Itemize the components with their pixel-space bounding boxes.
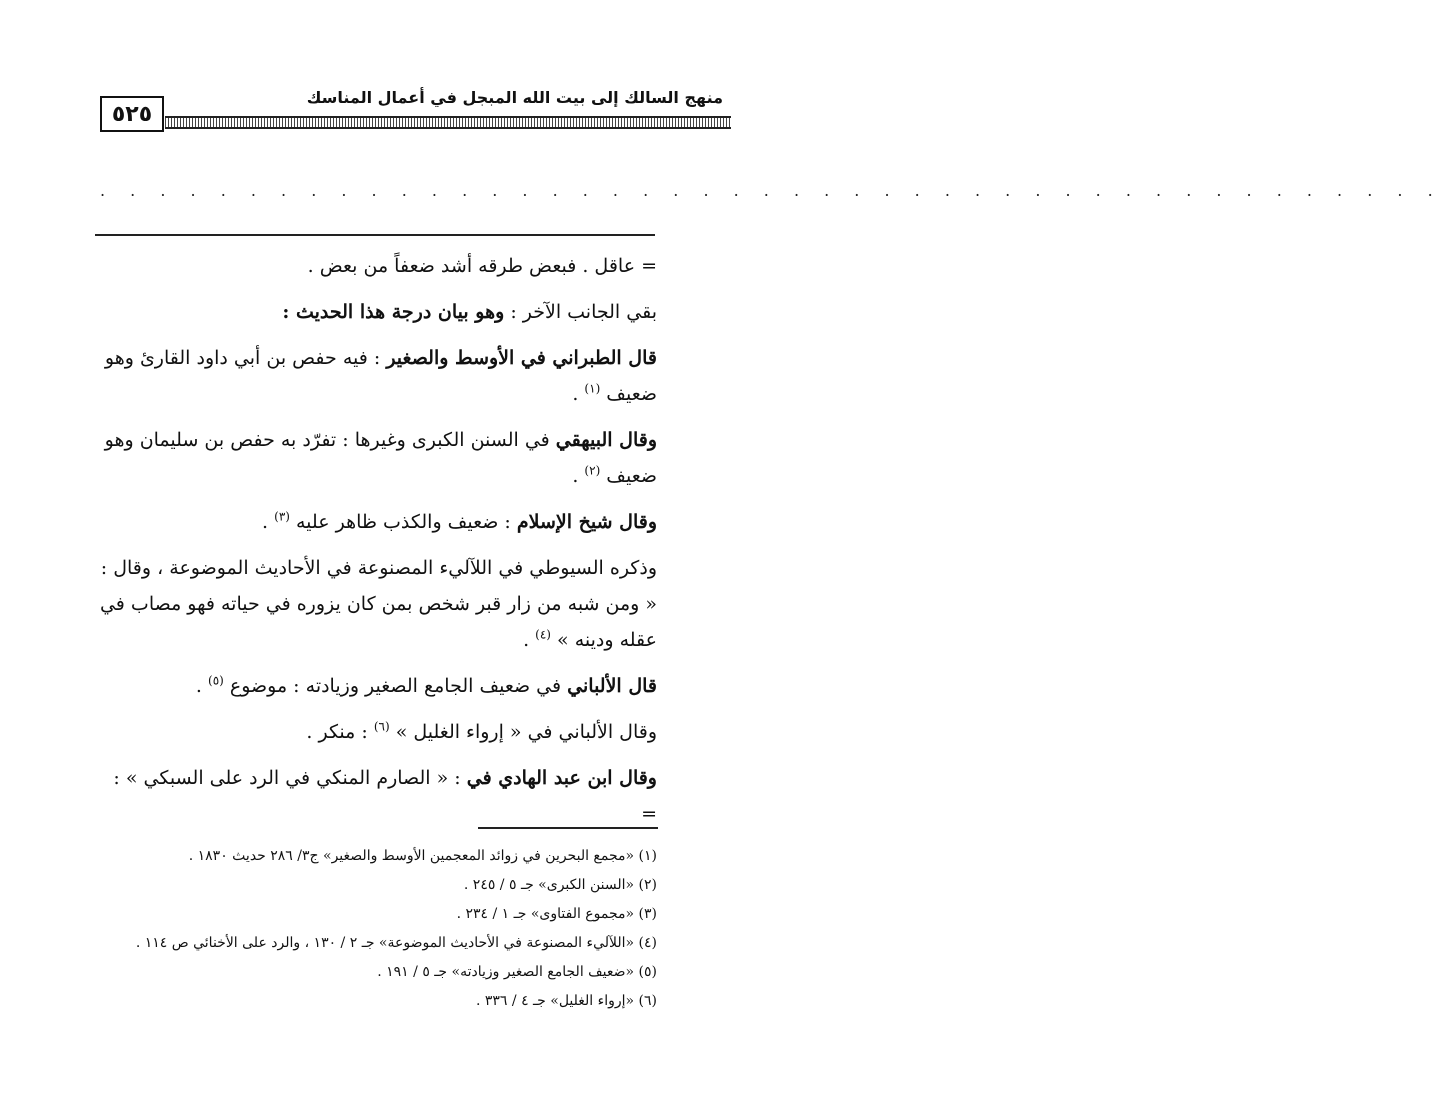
footnote-3: (٣) «مجموع الفتاوى» جـ ١ / ٢٣٤ . xyxy=(456,906,657,922)
main-text xyxy=(95,248,657,842)
dotted-separator: . . . . . . . . . . . . . . . . . . . . . . . . . . . . . . . . . . . . . . . . . . . . . xyxy=(100,181,1443,200)
paragraph-9: وقال ابن عبد الهادي في : « الصارم المنكي في الرد على السبكي » : = xyxy=(113,767,657,825)
footnote-ref: (٢) xyxy=(584,463,601,478)
footnote-4: (٤) «اللآليء المصنوعة في الأحاديث الموضوعة» جـ ٢ / ١٣٠ ، والرد على الأخنائي ص ١١٤ . xyxy=(135,935,657,951)
paragraph-6: وذكره السيوطي في اللآليء المصنوعة في الأحاديث الموضوعة ، وقال : « ومن شبه من زار قبر شخص بمن كان يزوره في حياته فهو مصاب في عقله ودينه » $^{(٤)}$ . xyxy=(99,557,657,651)
footnote-1: (١) «مجمع البحرين في زوائد المعجمين الأوسط والصغير» ج٣/ ٢٨٦ حديث ١٨٣٠ . xyxy=(188,848,657,864)
footnote-2: (٢) «السنن الكبرى» جـ ٥ / ٢٤٥ . xyxy=(463,877,657,893)
paragraph-8: وقال الألباني في « إرواء الغليل » $^{(٦)}$ : منكر . xyxy=(306,719,657,743)
running-header-title: منهج السالك إلى بيت الله المبجل في أعمال المناسك xyxy=(306,88,723,107)
footnote-ref: (١) xyxy=(584,381,601,396)
footnote-ref: (٦) xyxy=(373,719,390,734)
page-number: ٥٢٥ xyxy=(100,96,164,132)
footnote-6: (٦) «إرواء الغليل» جـ ٤ / ٣٣٦ . xyxy=(475,993,657,1009)
footnote-ref: (٤) xyxy=(535,627,551,642)
section-rule xyxy=(95,234,655,236)
paragraph-1: = عاقل . فبعض طرقه أشد ضعفاً من بعض . xyxy=(307,255,657,277)
footnote-ref: (٣) xyxy=(274,509,290,524)
paragraph-5: وقال شيخ الإسلام : ضعيف والكذب ظاهر عليه $^{(٣)}$ . xyxy=(262,509,657,533)
footnote-ref: (٥) xyxy=(208,673,224,688)
paragraph-3: قال الطبراني في الأوسط والصغير : فيه حفص بن أبي داود القارئ وهو ضعيف $^{(١)}$ . xyxy=(104,347,657,405)
header-rule xyxy=(165,116,731,129)
paragraph-7: قال الألباني في ضعيف الجامع الصغير وزيادته : موضوع $^{(٥)}$ . xyxy=(195,673,657,697)
footnote-5: (٥) «ضعيف الجامع الصغير وزيادته» جـ ٥ / ١٩١ . xyxy=(377,964,657,980)
paragraph-2: بقي الجانب الآخر : وهو بيان درجة هذا الحديث : xyxy=(282,301,657,323)
footnote-rule xyxy=(478,827,658,829)
footnotes xyxy=(57,842,657,1016)
paragraph-4: وقال البيهقي في السنن الكبرى وغيرها : تفرّد به حفص بن سليمان وهو ضعيف $^{(٢)}$ . xyxy=(104,429,657,487)
